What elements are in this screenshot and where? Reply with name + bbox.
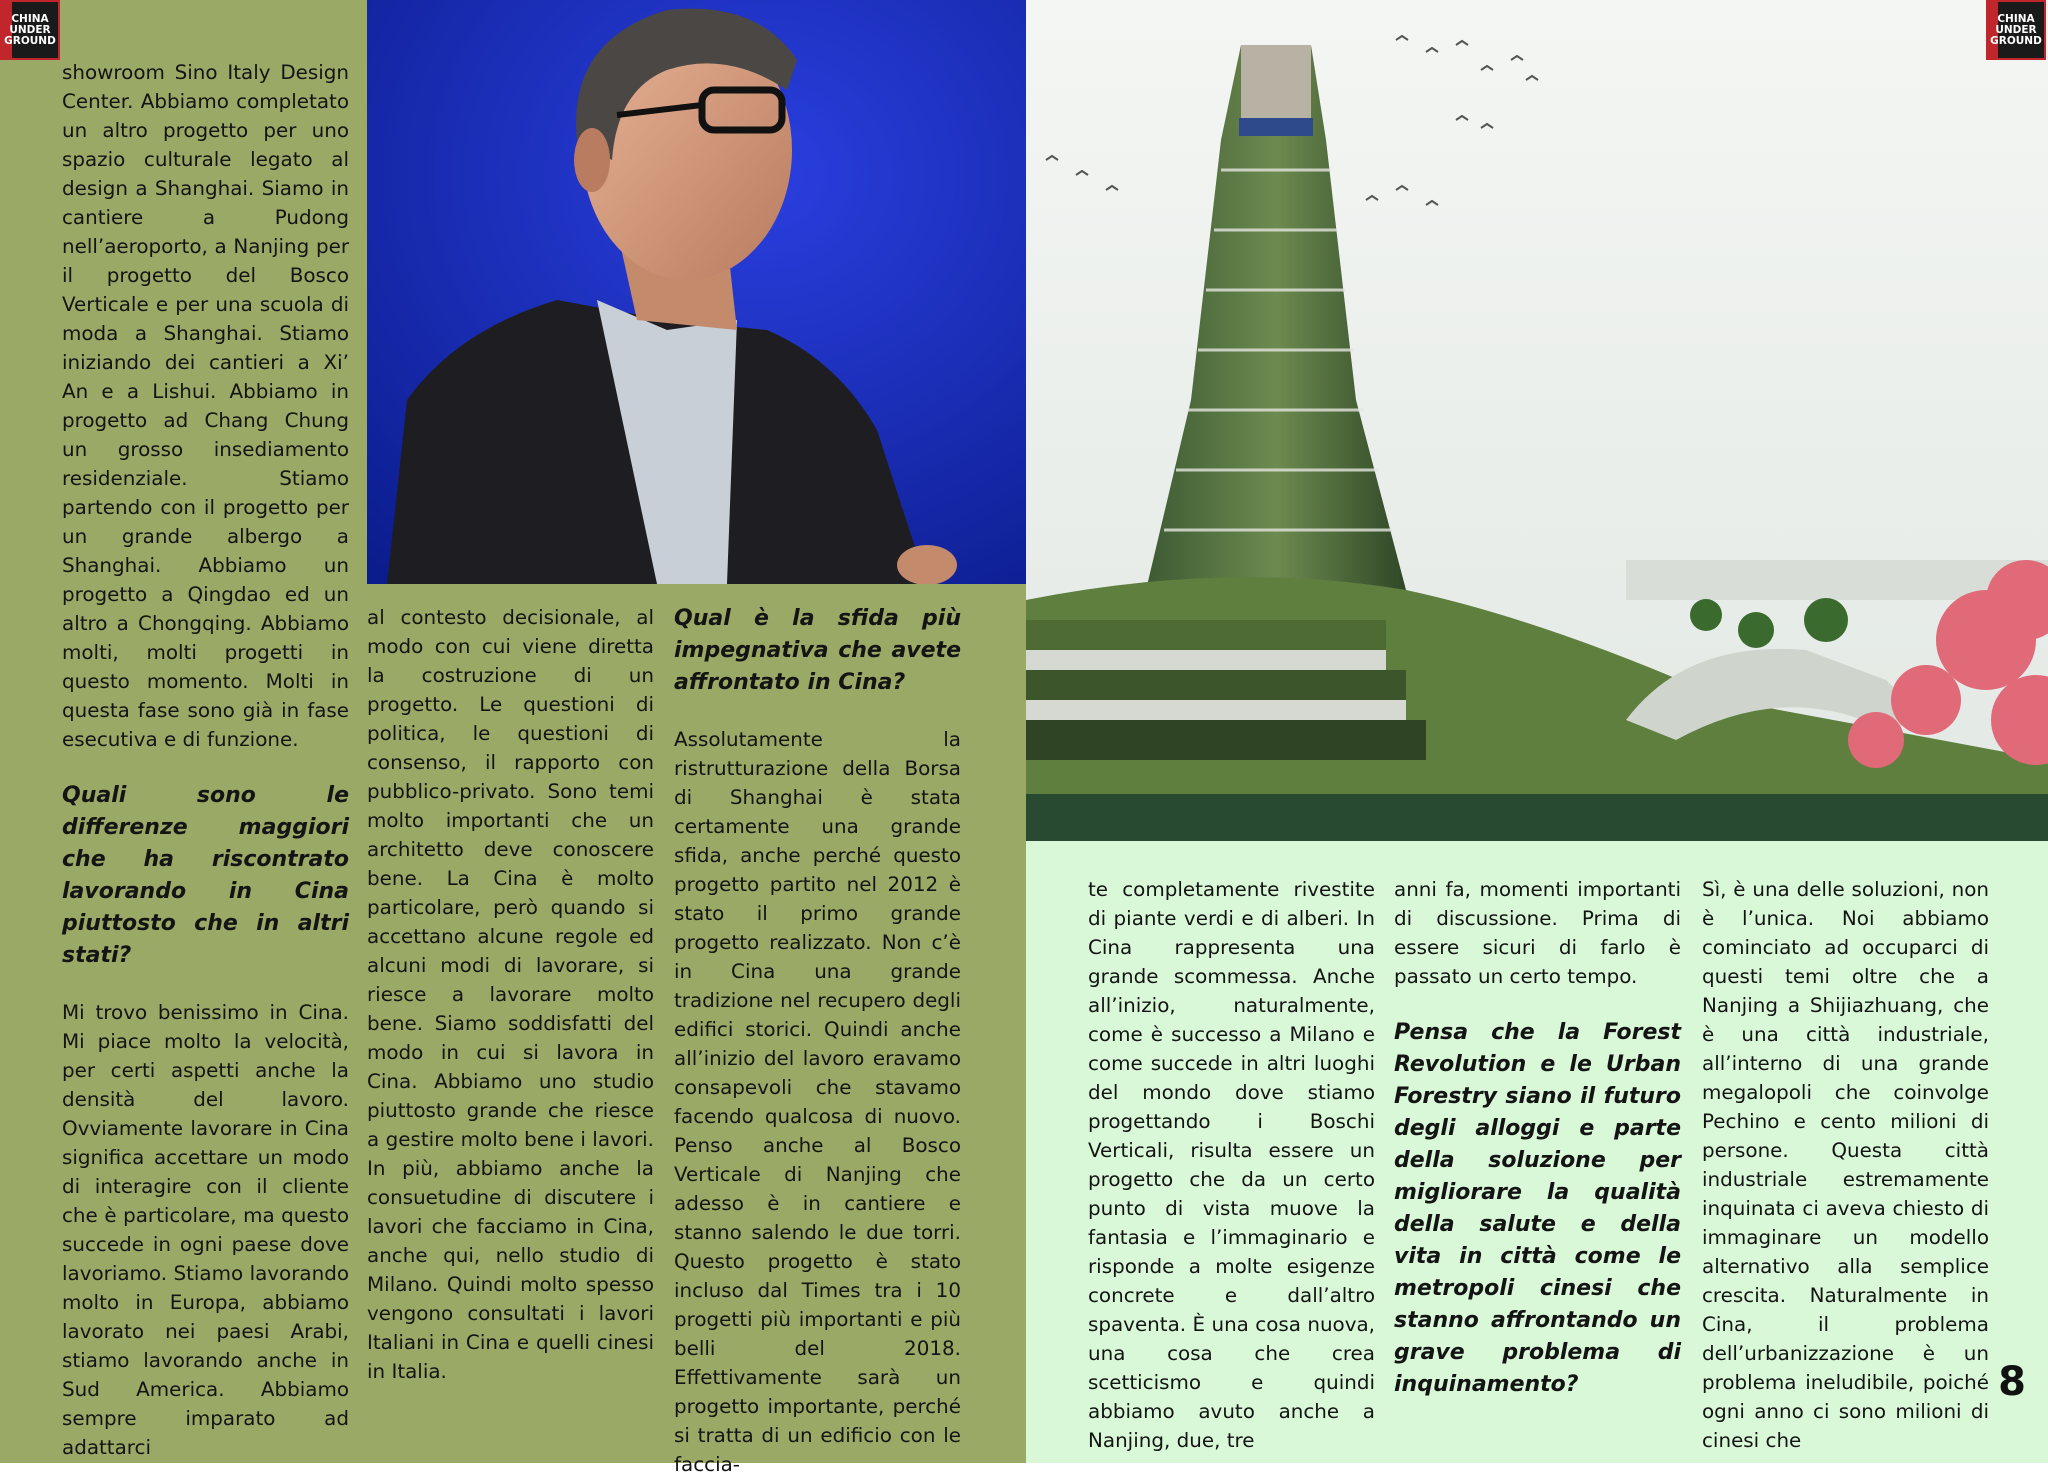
paragraph: showroom Sino Italy Design Center. Abbiamo completato un altro progetto per uno spazio culturale legato al design a Shanghai. Siamo in cantiere a Pudong nell’aeroporto, a Nanjing per il progetto del Bosco Verticale e per una scuola di moda a Shanghai. Stiamo iniziando dei cantieri a Xi’ An e a Lishui. Abbiamo in progetto ad Chang Chung un grosso insediamento residenziale. Stiamo partendo con il progetto per un grande albergo a Shanghai. Abbiamo un progetto a Qingdao ed un altro a Chongqing. Abbiamo molti, molti progetti in questo momento. Molti in questa fase sono già in fase esecutiva e di funzione. — [62, 61, 349, 751]
interview-question: Pensa che la Forest Revolution e le Urban Forestry siano il futuro degli alloggi e parte della soluzione per migliorare la qualità della salute e della vita in città come le metropoli cinesi che stanno affrontando un grave problema di inquinamento? — [1394, 1020, 1681, 1397]
text-column-3 — [674, 603, 961, 1479]
paragraph: Mi trovo benissimo in Cina. Mi piace molto la velocità, per certi aspetti anche la densità del lavoro. Ovviamente lavorare in Cina significa accettare un modo di interagire con il cliente che è particolare, ma questo succede in ogni paese dove lavoriamo. Stiamo lavorando molto in Europa, abbiamo lavorato nei paesi Arabi, stiamo lavorando anche in Sud America. Abbiamo sempre imparato ad adattarci — [62, 1001, 349, 1459]
paragraph: Sì, è una delle soluzioni, non è l’unica. Noi abbiamo cominciato ad occuparci di questi temi oltre che a Nanjing a Shijiazhuang, che è una città industriale, all’interno di una grande megalopoli che coinvolge Pechino e cento milioni di persone. Questa città industriale estremamente inquinata ci aveva chiesto di immaginare un modello alternativo alla semplice crescita. Naturalmente in Cina, il problema dell’urbanizzazione è un problema ineludibile, poiché ogni anno ci sono milioni di cinesi che — [1702, 878, 1989, 1452]
text-column-1 — [62, 58, 349, 1462]
interview-question: Qual è la sfida più impegnativa che avete affrontato in Cina? — [674, 606, 961, 695]
paragraph: te completamente rivestite di piante verdi e di alberi. In Cina rappresenta una grande scommessa. Anche all’inizio, naturalmente, come è successo a Milano e come succede in altri luoghi del mondo dove stiamo progettando i Boschi Verticali, risulta essere un progetto che da un certo punto di vista muove la fantasia e l’immaginario e risponde a molte esigenze concrete e dall’altro spaventa. È una cosa nuova, una cosa che crea scetticismo e quindi abbiamo avuto anche a Nanjing, due, tre — [1088, 878, 1375, 1452]
text-column-4 — [1088, 875, 1375, 1455]
china-underground-logo-right — [1986, 0, 2046, 60]
vertical-forest-tower-rendering — [1026, 0, 2048, 794]
logo-line1: CHINA — [11, 12, 49, 25]
text-column-2 — [367, 603, 654, 1386]
logo-line3: GROUND — [1990, 34, 2042, 47]
text-column-5 — [1394, 875, 1681, 1401]
page-number: 8 — [1998, 1359, 2026, 1405]
logo-line2: UNDER — [1995, 23, 2037, 36]
paragraph: anni fa, momenti importanti di discussione. Prima di essere sicuri di farlo è passato un certo tempo. — [1394, 878, 1681, 988]
paragraph: Assolutamente la ristrutturazione della Borsa di Shanghai è stata certamente una grande sfida, anche perché questo progetto partito nel 2012 è stato il primo grande progetto realizzato. Non c’è in Cina una grande tradizione nel recupero degli edifici storici. Quindi anche all’inizio del lavoro eravamo consapevoli che stavamo facendo qualcosa di nuovo. Penso anche al Bosco Verticale di Nanjing che adesso è in cantiere e stanno salendo le due torri. Questo progetto è stato incluso dal Times tra i 10 progetti più importanti e più belli del 2018. Effettivamente sarà un progetto importante, perché si tratta di un edificio con le faccia- — [674, 728, 961, 1476]
logo-line2: UNDER — [9, 23, 51, 36]
logo-line3: GROUND — [4, 34, 56, 47]
china-underground-logo-left — [0, 0, 60, 60]
interview-question: Quali sono le differenze maggiori che ha riscontrato lavorando in Cina piuttosto che in altri stati? — [62, 783, 349, 968]
logo-line1: CHINA — [1997, 12, 2035, 25]
text-column-6 — [1702, 875, 1989, 1455]
green-divider-band — [1026, 794, 2048, 841]
architect-portrait-photo — [367, 0, 1026, 584]
paragraph: al contesto decisionale, al modo con cui viene diretta la costruzione di un progetto. Le questioni di politica, le questioni di consenso, il rapporto con pubblico-privato. Sono temi molto importanti che un architetto deve conoscere bene. La Cina è molto particolare, però quando si accettano alcune regole ed alcuni modi di lavorare, si riesce a lavorare molto bene. Siamo soddisfatti del modo in cui si lavora in Cina. Abbiamo uno studio piuttosto grande che riesce a gestire molto bene i lavori. In più, abbiamo anche la consuetudine di discutere i lavori che facciamo in Cina, anche qui, nello studio di Milano. Quindi molto spesso vengono consultati i lavori Italiani in Cina e quelli cinesi in Italia. — [367, 606, 654, 1383]
